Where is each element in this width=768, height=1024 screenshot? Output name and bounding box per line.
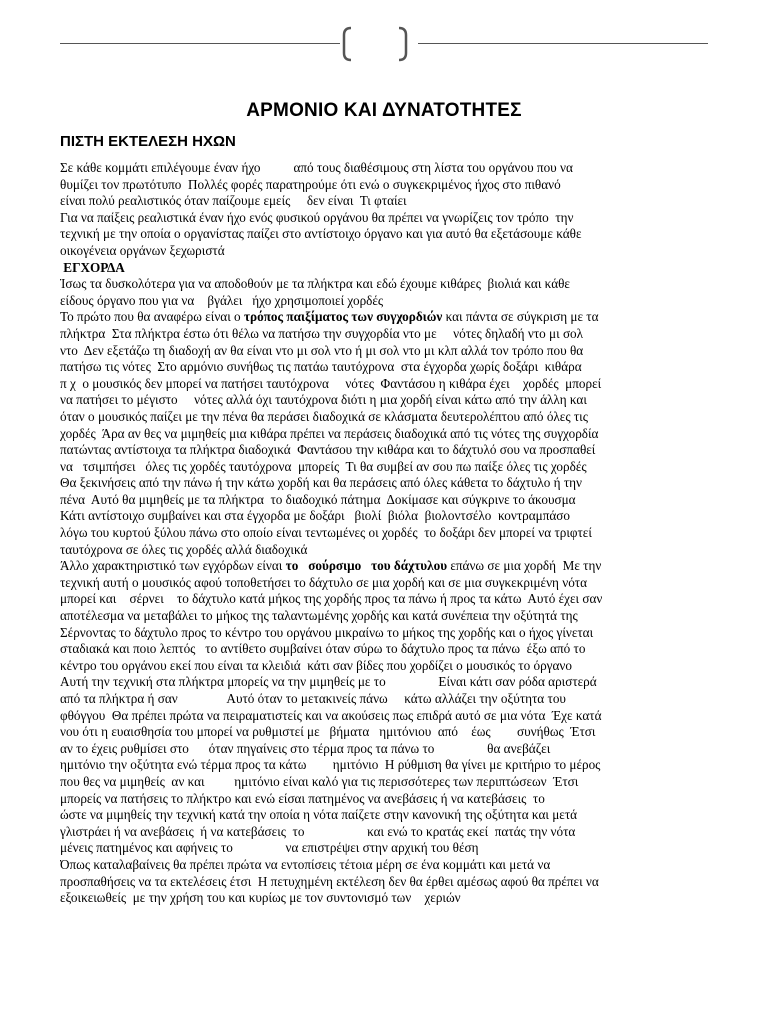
text-line — [60, 874, 710, 891]
text-run: π χ ο μουσικός δεν μπορεί να πατήσει ταυτόχρονα νότες Φαντάσου η κιθάρα έχει χορδές μπορεί — [60, 375, 602, 391]
text-line — [60, 757, 710, 774]
text-run: Θα ξεκινήσεις από την πάνω ή την κάτω χορδή και θα περάσεις από όλες κάθετα το δάχτυλο ή την — [60, 475, 582, 491]
text-run: φθόγγου Θα πρέπει πρώτα να πειραματιστείς και να ακούσεις πως επιδρά αυτό σε μια νότα Έχε κατά — [60, 707, 602, 723]
text-run: προσπαθήσεις να τα εκτελέσεις έτσι Η πετυχημένη εκτέλεση δεν θα έρθει αμέσως αφού θα πρέπει να — [60, 873, 599, 889]
bold-text: ΕΓΧΟΡΔΑ — [60, 259, 125, 275]
text-run: Όπως καταλαβαίνεις θα πρέπει πρώτα να εντοπίσεις τέτοια μέρη σε ένα κομμάτι και μετά να — [60, 856, 551, 872]
text-line — [60, 160, 710, 177]
text-run: αν το έχεις ρυθμίσει στο όταν πηγαίνεις στο τέρμα προς τα πάνω το θα ανεβάζει — [60, 740, 551, 756]
text-line — [60, 824, 710, 841]
text-run: Για να παίξεις ρεαλιστικά έναν ήχο ενός φυσικού οργάνου θα πρέπει να γνωρίζεις τον τρόπο την — [60, 209, 574, 225]
text-line — [60, 542, 710, 559]
text-run: επάνω σε μια χορδή Με την — [447, 558, 602, 574]
bracket-ornament-icon — [60, 24, 708, 64]
text-run: πατώντας αντίστοιχα τα πλήκτρα διαδοχικά Φαντάσου την κιθάρα και το δάχτυλό σου να προσπαθεί — [60, 442, 596, 458]
text-line — [60, 409, 710, 426]
text-run: είδους όργανο που για να βγάλει ήχο χρησιμοποιεί χορδές — [60, 292, 384, 308]
text-run: είναι πολύ ρεαλιστικός όταν παίζουμε εμείς δεν είναι Τι φταίει — [60, 193, 407, 209]
text-run: Σε κάθε κομμάτι επιλέγουμε έναν ήχο από τους διαθέσιμους στη λίστα του οργάνου που να — [60, 160, 573, 175]
text-run: αποτέλεσμα να μεταβάλει το μήκος της ταλαντωμένης χορδής και κατά συνέπεια την οξύτητά της — [60, 608, 578, 624]
text-line — [60, 890, 710, 907]
bold-text: τρόπος παιξίματος των συγχορδιών — [243, 309, 443, 325]
text-run: τεχνική με την οποία ο οργανίστας παίζει στο αντίστοιχο όργανο και για αυτό θα εξετάσουμε κάθε — [60, 226, 582, 242]
text-run: και πάντα σε σύγκριση με τα — [442, 309, 599, 325]
text-line — [60, 392, 710, 409]
text-run: όταν ο μουσικός παίζει με την πένα θα περάσει διαδοχικά σε κλάσματα δευτερολέπτου από όλες τις — [60, 408, 588, 424]
text-line — [60, 177, 710, 194]
text-run: γλιστράει ή να ανεβάσεις ή να κατεβάσεις το και ενώ το κρατάς εκεί πατάς την νότα — [60, 823, 576, 839]
text-line — [60, 426, 710, 443]
text-run: νου ότι η ευαισθησία του μπορεί να ρυθμιστεί με βήματα ημιτόνιου από έως συνήθως Έτσι — [60, 724, 596, 740]
text-line — [60, 724, 710, 741]
text-run: λόγω του κυρτού ξύλου πάνω στο οποίο είναι τεντωμένες οι χορδές το δοξάρι δεν μπορεί να τριφτεί — [60, 525, 592, 541]
text-run: πατήσω τις νότες Στο αρμόνιο συνήθως τις πατάω ταυτόχρονα στα έγχορδα χωρίς δοξάρι κιθάρα — [60, 359, 582, 375]
body-text — [60, 160, 710, 907]
text-run: θυμίζει τον πρωτότυπο Πολλές φορές παρατηρούμε ότι ενώ ο συγκεκριμένος ήχος στο πιθανό — [60, 176, 561, 192]
text-line — [60, 359, 710, 376]
text-line — [60, 210, 710, 227]
text-run: να τσιμπήσει όλες τις χορδές ταυτόχρονα μπορείς Τι θα συμβεί αν σου πω παίξε όλες τις χορδές — [60, 458, 587, 474]
text-line — [60, 326, 710, 343]
text-line — [60, 193, 710, 210]
page-title: ΑΡΜΟΝΙΟ ΚΑΙ ΔΥΝΑΤΟΤΗΤΕΣ — [246, 100, 522, 121]
text-run: πλήκτρα Στα πλήκτρα έστω ότι θέλω να πατήσω την συγχορδία ντο με νότες δηλαδή ντο μι σολ — [60, 325, 584, 341]
text-run: ημιτόνιο την οξύτητα ενώ τέρμα προς τα κάτω ημιτόνιο Η ρύθμιση θα γίνει με κριτήριο το μέρος — [60, 757, 601, 773]
text-run: χορδές Άρα αν θες να μιμηθείς μια κιθάρα πρέπει να περάσεις διαδοχικά από τις νότες της συγχορδία — [60, 425, 599, 441]
text-line — [60, 260, 710, 277]
text-run: να πατήσει το μέγιστο νότες αλλά όχι ταυτόχρονα διότι η μια χορδή είναι κάτω από την άλλη και — [60, 392, 587, 408]
bold-text: το σούρσιμο του δάχτυλου — [285, 558, 448, 574]
text-line — [60, 591, 710, 608]
text-run: Ίσως τα δυσκολότερα για να αποδοθούν με τα πλήκτρα και εδώ έχουμε κιθάρες βιολιά και κάθε — [60, 276, 570, 292]
text-line — [60, 243, 710, 260]
text-run: Άλλο χαρακτηριστικό των εγχόρδων είναι — [60, 558, 286, 574]
text-line — [60, 376, 710, 393]
text-line — [60, 293, 710, 310]
text-line — [60, 343, 710, 360]
text-line — [60, 459, 710, 476]
text-line — [60, 276, 710, 293]
text-line — [60, 691, 710, 708]
text-line — [60, 558, 710, 575]
text-line — [60, 508, 710, 525]
text-line — [60, 840, 710, 857]
text-run: Το πρώτο που θα αναφέρω είναι ο — [60, 309, 244, 325]
text-line — [60, 774, 710, 791]
text-line — [60, 309, 710, 326]
text-line — [60, 658, 710, 675]
text-line — [60, 608, 710, 625]
text-line — [60, 807, 710, 824]
text-run: μένεις πατημένος και αφήνεις το να επιστρέψει στην αρχική του θέση — [60, 840, 479, 856]
header-rule-right — [418, 43, 708, 44]
text-line — [60, 857, 710, 874]
text-line — [60, 791, 710, 808]
text-run: Κάτι αντίστοιχο συμβαίνει και στα έγχορδα με δοξάρι βιολί βιόλα βιολοντσέλο κοντραμπάσο — [60, 508, 570, 524]
text-run: Αυτή την τεχνική στα πλήκτρα μπορείς να την μιμηθείς με το Είναι κάτι σαν ρόδα αριστερά — [60, 674, 597, 690]
text-run: από τα πλήκτρα ή σαν Αυτό όταν το μετακινείς πάνω κάτω αλλάζει την οξύτητα του — [60, 691, 566, 706]
text-line — [60, 525, 710, 542]
text-line — [60, 442, 710, 459]
section-heading: ΠΙΣΤΗ ΕΚΤΕΛΕΣΗ ΗΧΩΝ — [60, 133, 236, 150]
text-line — [60, 708, 710, 725]
text-run: τεχνική αυτή ο μουσικός αφού τοποθετήσει το δάχτυλο σε μια χορδή και σε μια συγκεκριμένη νότα — [60, 574, 588, 590]
text-line — [60, 492, 710, 509]
text-line — [60, 475, 710, 492]
text-run: ταυτόχρονα σε όλες τις χορδές αλλά διαδοχικά — [60, 541, 308, 557]
text-line — [60, 641, 710, 658]
text-run: ώστε να μιμηθείς την τεχνική κατά την οποία η νότα παίζετε στην κανονική της οξύτητα και μετά — [60, 807, 578, 823]
text-run: μπορεί και σέρνει το δάχτυλο κατά μήκος της χορδής προς τα πάνω ή προς τα κάτω Αυτό έχει σαν — [60, 591, 603, 607]
text-run: μπορείς να πατήσεις το πλήκτρο και ενώ είσαι πατημένος να ανεβάσεις ή να κατεβάσεις το — [60, 790, 545, 806]
text-run: που θες να μιμηθείς αν και ημιτόνιο είναι καλό για τις περισσότερες των περιπτώσεων Έτσι — [60, 773, 579, 789]
text-run: οικογένεια οργάνων ξεχωριστά — [60, 242, 225, 258]
text-run: σταδιακά και ποιο λεπτός το αντίθετο συμβαίνει όταν σύρω το δάχτυλο προς τα πάνω έξω από το — [60, 641, 586, 657]
text-run: πένα Αυτό θα μιμηθείς με τα πλήκτρα το διαδοχικό πάτημα Δοκίμασε και σύγκρινε το άκουσμα — [60, 491, 576, 507]
text-line — [60, 226, 710, 243]
header-ornament — [60, 24, 708, 64]
text-line — [60, 625, 710, 642]
text-line — [60, 575, 710, 592]
text-run: εξοικειωθείς με την χρήση του και κυρίως με τον συντονισμό των χεριών — [60, 890, 461, 906]
text-line — [60, 674, 710, 691]
text-line — [60, 741, 710, 758]
text-run: κέντρο του οργάνου εκεί που είναι τα κλειδιά κάτι σαν βίδες που χορδίζει ο μουσικός το όργανο — [60, 657, 572, 673]
text-run: Σέρνοντας το δάχτυλο προς το κέντρο του οργάνου μικραίνω το μήκος της χορδής και ο ήχος γίνεται — [60, 624, 594, 640]
text-run: ντο Δεν εξετάζω τη διαδοχή αν θα είναι ντο μι σολ ντο ή μι σολ ντο μι κλπ αλλά τον τρόπο που θα — [60, 342, 584, 358]
